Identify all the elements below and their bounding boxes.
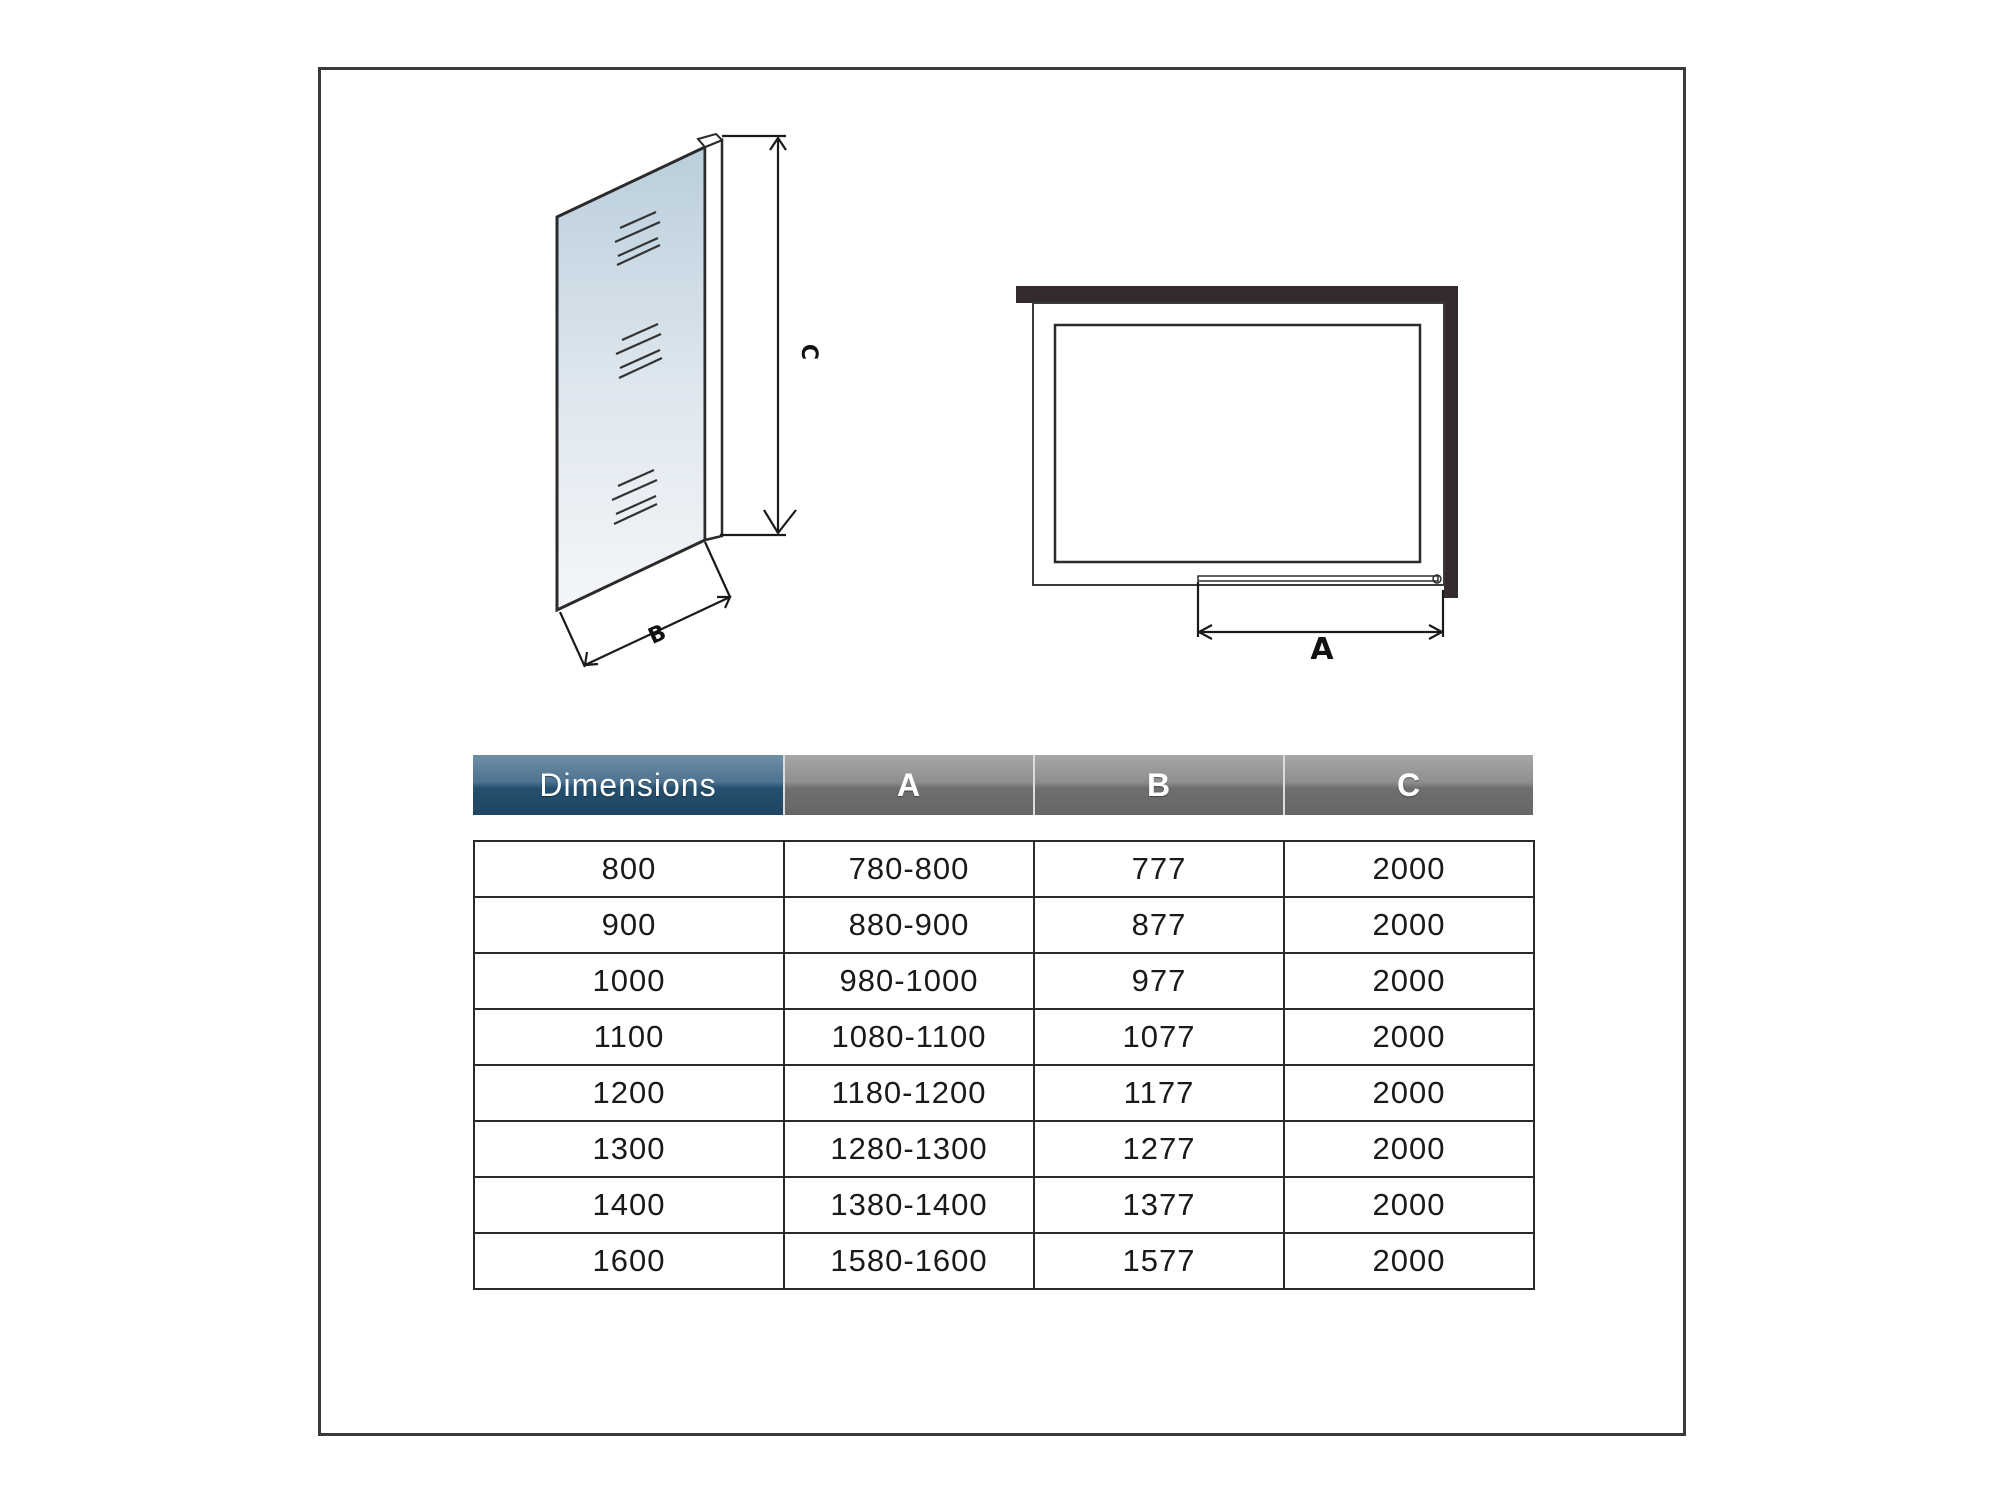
cell-a: 1580-1600	[784, 1233, 1034, 1289]
cell-a: 1080-1100	[784, 1009, 1034, 1065]
cell-dimension: 1400	[474, 1177, 784, 1233]
cell-c: 2000	[1284, 1177, 1534, 1233]
glass-panel-plan	[1198, 576, 1438, 581]
table-row	[474, 1065, 1534, 1121]
label-c: C	[796, 343, 821, 361]
cell-a: 780-800	[784, 841, 1034, 897]
table-row	[474, 953, 1534, 1009]
cell-b: 977	[1034, 953, 1284, 1009]
cell-c: 2000	[1284, 841, 1534, 897]
label-a: A	[1310, 632, 1334, 667]
cell-dimension: 1600	[474, 1233, 784, 1289]
wall-right	[1444, 286, 1458, 598]
cell-b: 1077	[1034, 1009, 1284, 1065]
header-c: C	[1283, 755, 1533, 815]
cell-a: 880-900	[784, 897, 1034, 953]
cell-b: 877	[1034, 897, 1284, 953]
table-row	[474, 897, 1534, 953]
wall-top	[1016, 286, 1458, 303]
cell-dimension: 1000	[474, 953, 784, 1009]
cell-a: 1180-1200	[784, 1065, 1034, 1121]
glass-panel	[557, 147, 705, 610]
header-b: B	[1033, 755, 1283, 815]
cell-b: 777	[1034, 841, 1284, 897]
cell-c: 2000	[1284, 953, 1534, 1009]
cell-dimension: 800	[474, 841, 784, 897]
tray-inner	[1055, 325, 1420, 562]
plan-view-drawing	[1016, 286, 1458, 639]
table-header	[473, 755, 1533, 815]
dimension-a	[1198, 582, 1443, 639]
cell-a: 980-1000	[784, 953, 1034, 1009]
table-row	[474, 1177, 1534, 1233]
cell-c: 2000	[1284, 1233, 1534, 1289]
cell-c: 2000	[1284, 1065, 1534, 1121]
cell-dimension: 1200	[474, 1065, 784, 1121]
dimension-c	[720, 136, 796, 535]
cell-dimension: 1100	[474, 1009, 784, 1065]
cell-a: 1380-1400	[784, 1177, 1034, 1233]
table-row	[474, 1233, 1534, 1289]
glass-panel-drawing	[557, 134, 796, 667]
cell-dimension: 900	[474, 897, 784, 953]
cell-c: 2000	[1284, 1009, 1534, 1065]
wall-profile	[705, 140, 722, 540]
cell-a: 1280-1300	[784, 1121, 1034, 1177]
cell-c: 2000	[1284, 1121, 1534, 1177]
cell-dimension: 1300	[474, 1121, 784, 1177]
table-row	[474, 841, 1534, 897]
table-row	[474, 1121, 1534, 1177]
cell-b: 1577	[1034, 1233, 1284, 1289]
cell-c: 2000	[1284, 897, 1534, 953]
header-dimensions: Dimensions	[473, 755, 783, 815]
header-a: A	[783, 755, 1033, 815]
dimensions-table	[473, 840, 1535, 1290]
table-row	[474, 1009, 1534, 1065]
label-b: B	[644, 620, 671, 650]
cell-b: 1377	[1034, 1177, 1284, 1233]
cell-b: 1277	[1034, 1121, 1284, 1177]
cell-b: 1177	[1034, 1065, 1284, 1121]
